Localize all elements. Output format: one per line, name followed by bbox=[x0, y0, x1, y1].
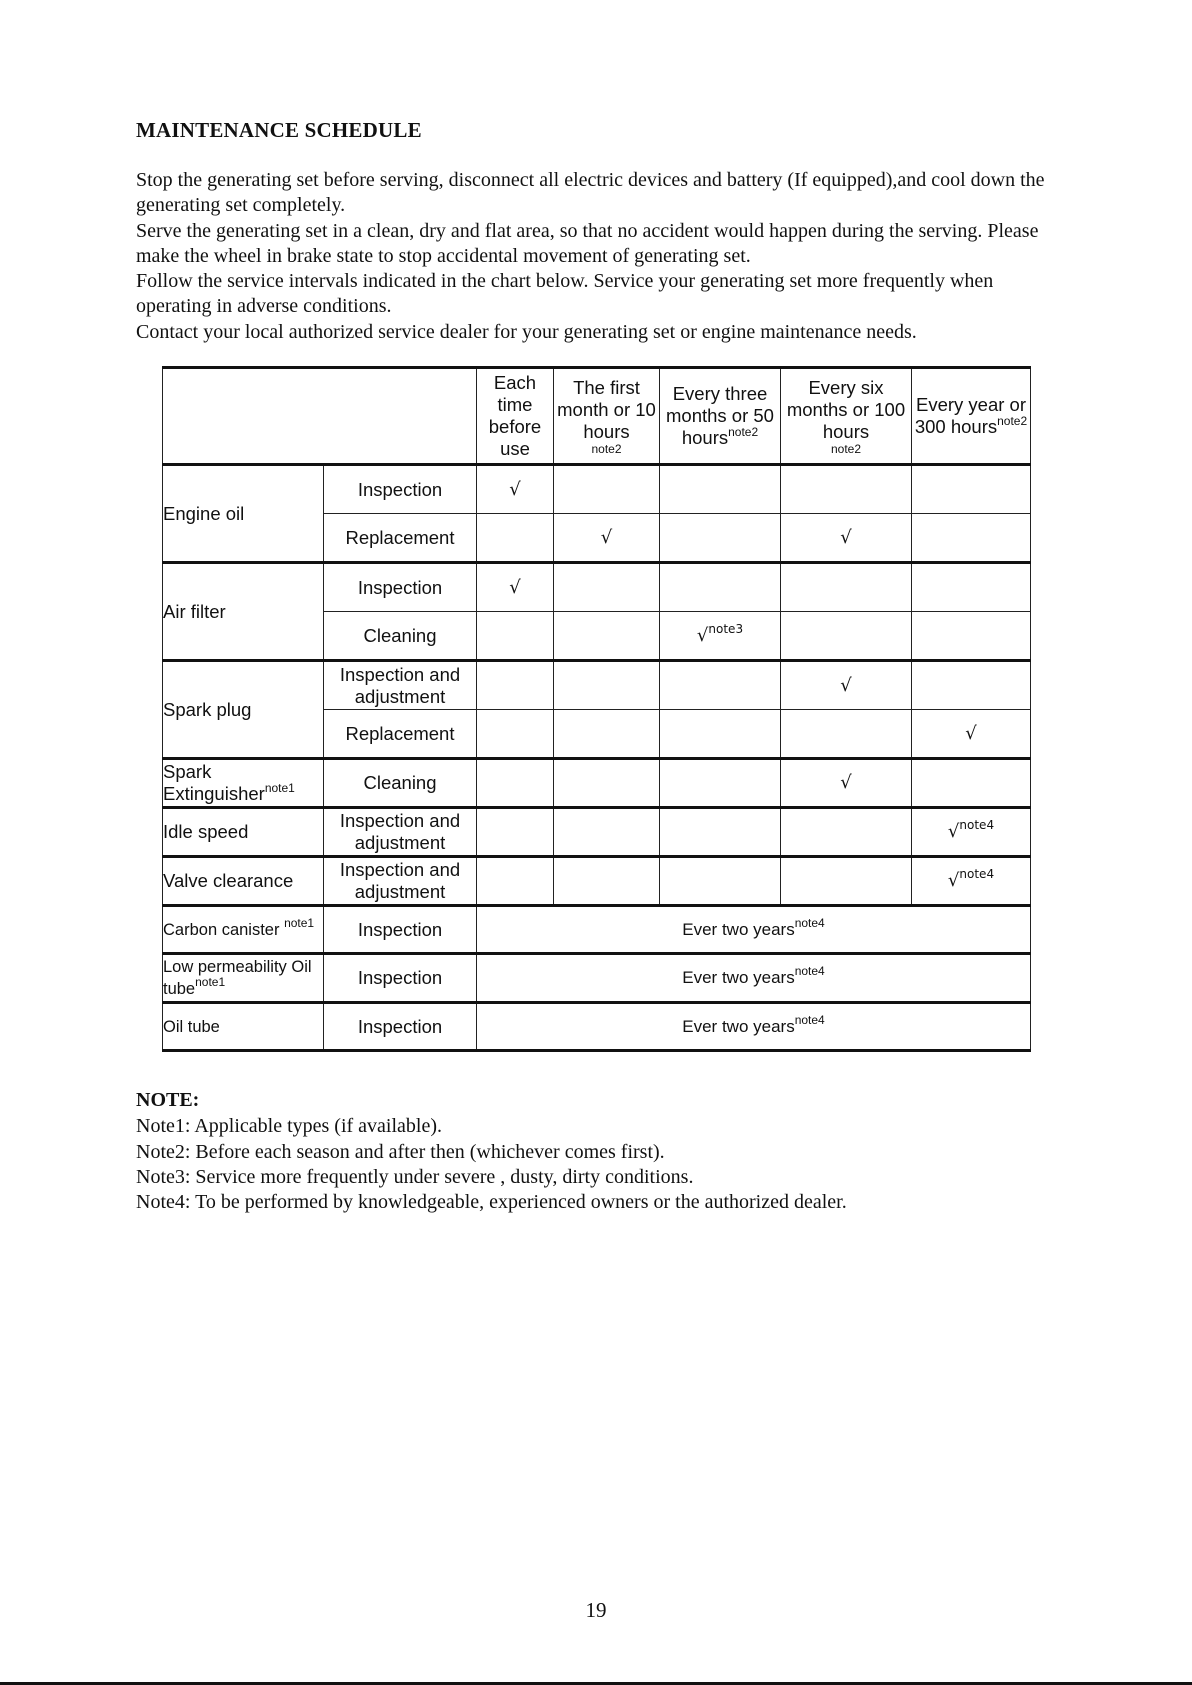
empty-cell bbox=[912, 465, 1031, 514]
empty-cell bbox=[477, 710, 554, 759]
empty-cell bbox=[554, 563, 660, 612]
action-replacement: Replacement bbox=[324, 514, 477, 563]
item-spark-extinguisher bbox=[163, 759, 324, 808]
empty-cell bbox=[912, 759, 1031, 808]
empty-cell bbox=[912, 563, 1031, 612]
empty-cell bbox=[477, 514, 554, 563]
item-low-permeability-oil-tube bbox=[163, 954, 324, 1003]
check-mark: √ bbox=[781, 759, 912, 808]
interval-two-years-label: Ever two years bbox=[682, 1016, 795, 1036]
empty-cell bbox=[912, 661, 1031, 710]
header-each-time bbox=[477, 368, 554, 465]
item-carbon-canister bbox=[163, 906, 324, 954]
empty-cell bbox=[781, 857, 912, 906]
page-number: 19 bbox=[585, 1598, 607, 1622]
empty-cell bbox=[554, 857, 660, 906]
header-every-year bbox=[912, 368, 1031, 465]
table-row bbox=[163, 857, 1031, 906]
empty-cell bbox=[554, 465, 660, 514]
action-replacement: Replacement bbox=[324, 710, 477, 759]
empty-cell bbox=[477, 661, 554, 710]
table-row bbox=[163, 954, 1031, 1003]
intro-paragraph-3: Follow the service intervals indicated in the chart below. Service your generating set more frequently when operating in adverse conditions. bbox=[136, 270, 994, 318]
header-three-months-label: Every three months or 50 hours bbox=[666, 383, 774, 448]
empty-cell bbox=[477, 759, 554, 808]
header-first-month bbox=[554, 368, 660, 465]
intro-paragraph-4: Contact your local authorized service dealer for your generating set or engine maintenance needs. bbox=[136, 320, 917, 343]
empty-cell bbox=[912, 612, 1031, 661]
action-inspection: Inspection bbox=[324, 465, 477, 514]
note-ref: note4 bbox=[959, 818, 995, 832]
empty-cell bbox=[554, 710, 660, 759]
note-ref: note1 bbox=[195, 975, 226, 989]
empty-cell bbox=[660, 465, 781, 514]
intro-text bbox=[136, 168, 1066, 345]
empty-cell bbox=[554, 612, 660, 661]
check-mark-note3 bbox=[660, 612, 781, 661]
action-cleaning: Cleaning bbox=[324, 612, 477, 661]
action-inspection-adjustment: Inspection and adjustment bbox=[324, 857, 477, 906]
check-mark: √ bbox=[781, 661, 912, 710]
header-six-months-label: Every six months or 100 hours bbox=[786, 377, 906, 442]
action-inspection: Inspection bbox=[324, 563, 477, 612]
empty-cell bbox=[781, 563, 912, 612]
empty-cell bbox=[660, 563, 781, 612]
item-oil-tube: Oil tube bbox=[163, 1003, 324, 1051]
header-first-month-label: The first month or 10 hours bbox=[557, 377, 656, 442]
check-mark: √ bbox=[947, 821, 960, 842]
empty-cell bbox=[477, 612, 554, 661]
empty-cell bbox=[660, 661, 781, 710]
item-spark-extinguisher-label: Spark Extinguisher bbox=[163, 761, 265, 804]
check-mark-note4 bbox=[912, 857, 1031, 906]
check-mark: √ bbox=[696, 624, 709, 646]
maintenance-schedule-table bbox=[162, 366, 1031, 1052]
empty-cell bbox=[554, 808, 660, 857]
empty-cell bbox=[660, 759, 781, 808]
empty-cell bbox=[477, 808, 554, 857]
header-six-months-note: note2 bbox=[830, 442, 862, 456]
action-inspection-adjustment: Inspection and adjustment bbox=[324, 661, 477, 710]
item-spark-plug: Spark plug bbox=[163, 661, 324, 759]
action-inspection: Inspection bbox=[324, 1003, 477, 1051]
header-six-months bbox=[781, 368, 912, 465]
item-low-permeability-oil-tube-label: Low permeability Oil tube bbox=[163, 958, 312, 998]
table-row bbox=[163, 465, 1031, 514]
header-each-time-label: Each time before use bbox=[488, 372, 542, 459]
empty-cell bbox=[554, 661, 660, 710]
action-inspection-adjustment: Inspection and adjustment bbox=[324, 808, 477, 857]
empty-cell bbox=[660, 857, 781, 906]
header-every-year-note: note2 bbox=[997, 414, 1028, 428]
notes-heading: NOTE: bbox=[136, 1089, 200, 1111]
interval-two-years-label: Ever two years bbox=[682, 919, 795, 939]
table-row bbox=[163, 563, 1031, 612]
note-ref: note4 bbox=[959, 867, 995, 881]
note-ref: note1 bbox=[284, 915, 315, 930]
item-air-filter: Air filter bbox=[163, 563, 324, 661]
note-ref: note4 bbox=[794, 964, 825, 978]
table-row bbox=[163, 808, 1031, 857]
check-mark: √ bbox=[947, 870, 960, 891]
notes-section bbox=[136, 1088, 847, 1215]
empty-cell bbox=[781, 710, 912, 759]
item-carbon-canister-label: Carbon canister bbox=[163, 920, 280, 939]
header-three-months bbox=[660, 368, 781, 465]
empty-cell bbox=[781, 808, 912, 857]
table-row bbox=[163, 661, 1031, 710]
action-inspection: Inspection bbox=[324, 906, 477, 954]
empty-cell bbox=[554, 759, 660, 808]
table-row bbox=[163, 759, 1031, 808]
action-inspection: Inspection bbox=[324, 954, 477, 1003]
check-mark-note4 bbox=[912, 808, 1031, 857]
table-row bbox=[163, 906, 1031, 954]
note-item-1: Note1: Applicable types (if available). bbox=[136, 1115, 443, 1138]
interval-two-years-label: Ever two years bbox=[682, 968, 795, 987]
note-ref: note3 bbox=[708, 621, 744, 636]
header-three-months-note: note2 bbox=[728, 425, 759, 439]
item-valve-clearance: Valve clearance bbox=[163, 857, 324, 906]
empty-cell bbox=[660, 808, 781, 857]
header-every-year-label: Every year or 300 hours bbox=[914, 394, 1026, 437]
intro-paragraph-1: Stop the generating set before serving, disconnect all electric devices and battery (If equipped),and cool down the generating set completely. bbox=[136, 169, 1045, 217]
check-mark: √ bbox=[477, 563, 554, 612]
header-first-month-note: note2 bbox=[591, 442, 622, 456]
action-cleaning: Cleaning bbox=[324, 759, 477, 808]
note-ref: note1 bbox=[264, 781, 295, 795]
header-blank-cell bbox=[163, 368, 477, 465]
check-mark: √ bbox=[477, 465, 554, 514]
empty-cell bbox=[477, 857, 554, 906]
interval-two-years bbox=[477, 954, 1031, 1003]
interval-two-years bbox=[477, 906, 1031, 954]
note-ref: note4 bbox=[794, 915, 825, 930]
empty-cell bbox=[781, 612, 912, 661]
empty-cell bbox=[912, 514, 1031, 563]
check-mark: √ bbox=[912, 710, 1031, 759]
note-item-3: Note3: Service more frequently under severe , dusty, dirty conditions. bbox=[136, 1165, 694, 1188]
interval-two-years bbox=[477, 1003, 1031, 1051]
intro-paragraph-2: Serve the generating set in a clean, dry and flat area, so that no accident would happen during the serving. Please make the wheel in brake state to stop accidental movement of generating set. bbox=[136, 219, 1039, 267]
table-row bbox=[163, 1003, 1031, 1051]
page-title: MAINTENANCE SCHEDULE bbox=[136, 118, 422, 142]
note-item-4: Note4: To be performed by knowledgeable, experienced owners or the authorized dealer. bbox=[136, 1191, 847, 1214]
item-idle-speed: Idle speed bbox=[163, 808, 324, 857]
check-mark: √ bbox=[554, 514, 660, 563]
empty-cell bbox=[660, 710, 781, 759]
item-engine-oil: Engine oil bbox=[163, 465, 324, 563]
check-mark: √ bbox=[781, 514, 912, 563]
note-item-2: Note2: Before each season and after then (whichever comes first). bbox=[136, 1140, 665, 1163]
note-ref: note4 bbox=[794, 1012, 825, 1027]
table-header-row bbox=[163, 368, 1031, 465]
empty-cell bbox=[660, 514, 781, 563]
empty-cell bbox=[781, 465, 912, 514]
